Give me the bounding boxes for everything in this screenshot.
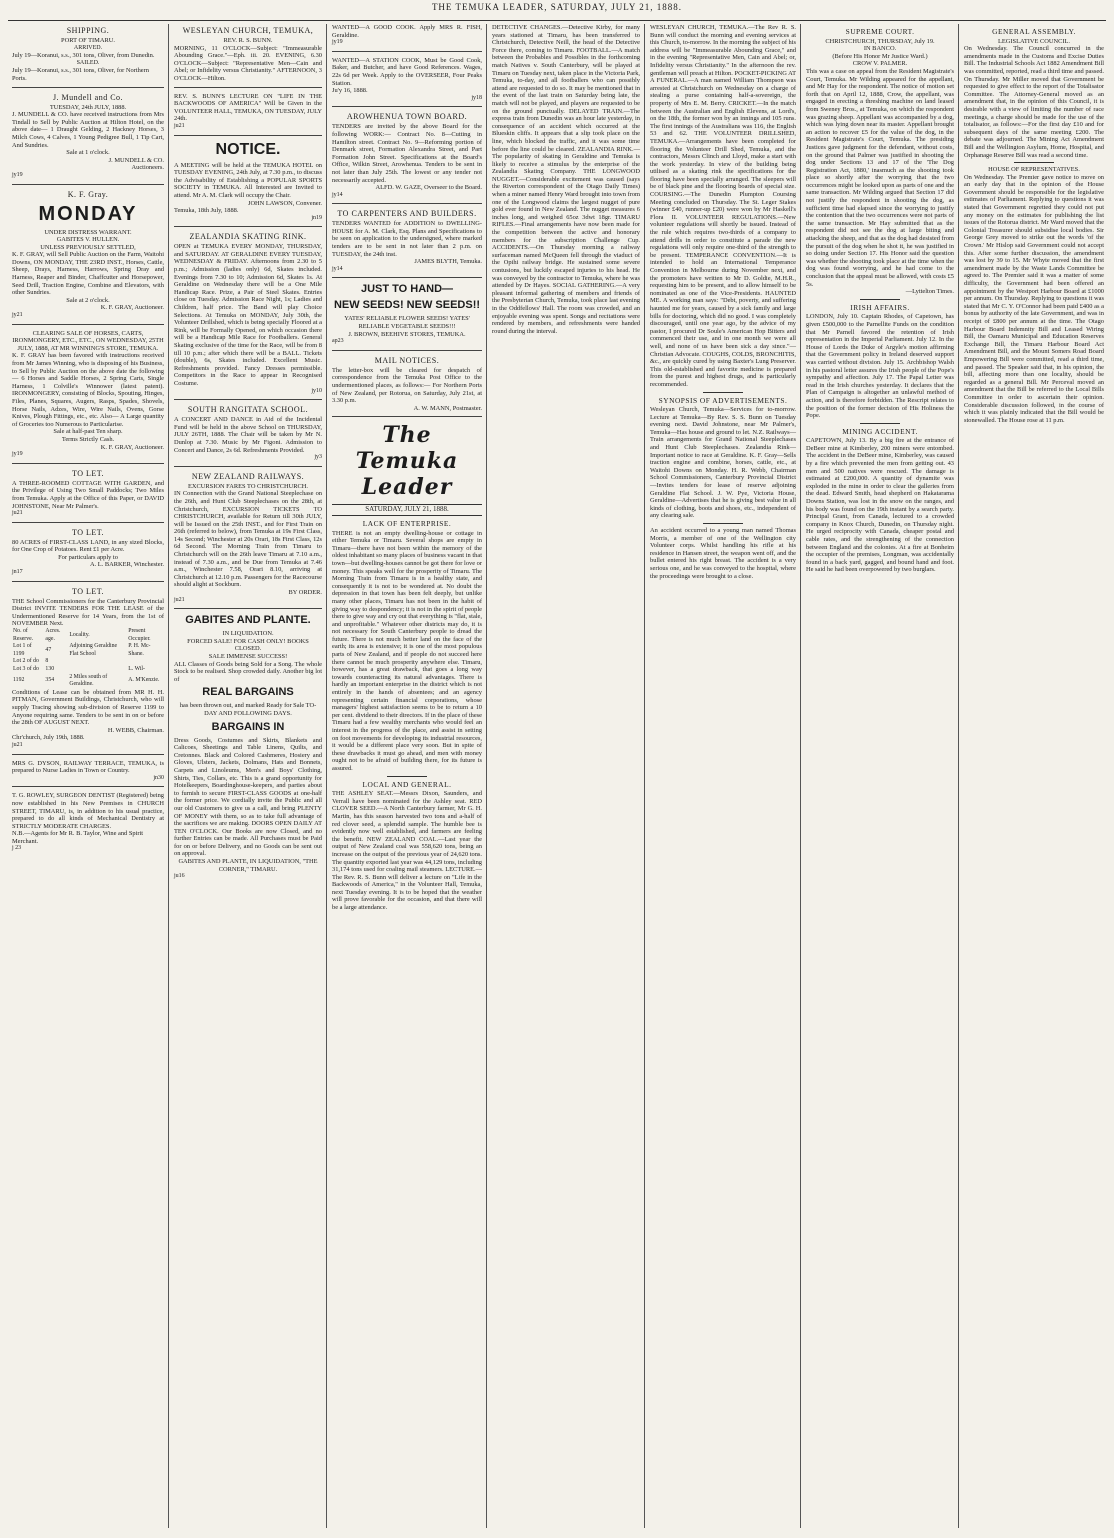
gray-monday-heading: MONDAY bbox=[38, 202, 138, 225]
table-cell: A. M'Kenzie. bbox=[128, 677, 160, 684]
shipping-title: SHIPPING. bbox=[66, 26, 110, 35]
table-header-cell: No. of Reserve. bbox=[13, 628, 34, 642]
house-title: HOUSE OF REPRESENTATIVES. bbox=[988, 166, 1080, 174]
arrived-entry: July 19—Koranui, s.s., 301 tons, Oliver, from Dunedin. bbox=[12, 52, 155, 60]
to-let-signature: A. L. BARKER, Winchester. bbox=[90, 561, 164, 569]
column-2 bbox=[170, 24, 326, 1528]
table-cell: 354 bbox=[45, 677, 55, 684]
to-let-body-2: Conditions of Lease can be obtained from MR H. H. PITMAN, Government Buildings, Christchurch, who will supply Tracing showing sub-division of Reserve 1199 to Anyone requiring same. Tenders to be sent in on or before the 28th OF AUGUST NEXT. bbox=[12, 688, 164, 727]
railways-sub: EXCURSION FARES TO CHRISTCHURCH. bbox=[187, 482, 309, 490]
column-divider bbox=[326, 24, 327, 1528]
seeds-signature: J. BROWN, BEEHIVE STORES, TEMUKA. bbox=[348, 330, 466, 338]
mundell-body: J. MUNDELL & CO. have received instructions from Mrs Tindall to Sell by Public Auction at Hilton Hotel, on the above date— 1 Draught Gelding, 2 Hackney Horses, 3 Milch Cows, 4 Calves, 1 Young Pedigree Bull, 1 Tip Cart, And Sundries. bbox=[12, 111, 164, 149]
synopsis-title: SYNOPSIS OF ADVERTISEMENTS. bbox=[658, 395, 788, 405]
ad-code: jy19 bbox=[12, 451, 23, 458]
irish-body: LONDON, July 10. Captain Rhodes, of Capetown, has given £500,000 to the Parnellite Funds on the condition that Mr Parnell favored the retention of Irish representation in the Imperial Parliament. July 12. In the House of Lords the Duke of Argyle's motion affirming that the Government policy in Ireland deserved support was carried without division. July 15. Archbishop Walsh in his pastoral letter assures the Irish people of the Pope's sympathy and affection. July 17. The Papal Letter was read in the Irish churches yesterday. It declares that the Plan of Campaign is altogether an unlawful method of action, and is therefore forbidden. The Rescript relates to the position of the former decision of His Holiness the Pope. bbox=[806, 313, 954, 420]
ad-code: j 23 bbox=[12, 845, 22, 852]
news-paragraphs: WESLEYAN CHURCH, TEMUKA.—The Rev R. S. Bunn will conduct the morning and evening services at this Church, to-morrow. In the morning the subject of his address will be "Immeasurable Abounding Grace," and in the evening "Representative Men, Cain and Abel; or, Infidelity versus Christianity." In the afternoon the rev. gentleman will preach at Hilton. POCKET-PICKING AT A FUNERAL.—A man named William Thompson was arrested at Christchurch on Wednesday on a charge of stealing a purse containing half-a-sovereign, the property of Mrs E. M. Berry. CRICKET.—In the match between the Australian and English Elevens, at Lord's, on the 18th, the former won by an innings and 105 runs. The first innings of the Australians was 116, the English 53 and 62. THE VOLUNTEER DRILLSHED, TEMUKA.—Arrangements have been completed for flooring the Volunteer Drill Shed, Temuka, and the contractors, Messrs Clinch and Lloyd, make a start with the work yesterday. In view of the building being utilised as a skating rink the specifications for the flooring have been specially arranged. The sleepers will be of black pine and the flooring boards of special size. COURSING.—The Dunedin Plumpton Coursing Meeting concluded on Thursday. The St. Leger Stakes (winner £40, runner-up £20) were won by Mr Haskell's Flora II. VOLUNTEER REGULATIONS.—New volunteer regulations will shortly be issued. Instead of the rule which requires two-thirds of a company to attend drills in order to constitute a parade the new regulations will only require one-third of the strength to be present. TEMPERANCE CONVENTION.—It is intended to hold an International Temperance Convention in Melbourne during November next, and the promoters have written to Mr D. Goldie, M.H.R., requesting him to be present, and to allow himself to be nominated as one of the Vice-Presidents. HAUNTED ME. A working man says: "Debt, poverty, and suffering haunted me for years, caused by a sick family and large bills for doctoring, which did no good. I was completely discouraged, until one year ago, by the advice of my pastor, I procured Dr Soule's American Hop Bitters and commenced their use, and in one month we were all well, and none of us have been sick a day since."—Christian Advocate. COUGHS, COLDS, BRONCHITIS, &c., are quickly cured by using Baxter's Lung Preserver. This old-established and favorite medicine is prepared from the purest and highest drugs, and is particularly recommended. bbox=[650, 24, 797, 388]
clearing-terms: Terms Strictly Cash. bbox=[61, 435, 115, 443]
to-let-title: TO LET. bbox=[71, 527, 105, 537]
clearing-signature: K. F. GRAY, Auctioneer. bbox=[100, 443, 164, 451]
railways-by-order: BY ORDER. bbox=[288, 589, 322, 597]
gray-unless: UNLESS PREVIOUSLY SETTLED, bbox=[40, 243, 136, 251]
ad-code: jn19 bbox=[311, 214, 322, 221]
column-5 bbox=[646, 24, 800, 1528]
rowley-ad bbox=[12, 792, 164, 857]
table-cell: P. H. Mc-Shane. bbox=[128, 643, 151, 657]
lecture-body: REV. S. BUNN'S LECTURE ON "LIFE IN THE BACKWOODS OF AMERICA" Will be Given in the VOLUNTEER HALL, TEMUKA, ON TUESDAY, JULY 24th. bbox=[174, 92, 322, 123]
gabites-body: ALL Classes of Goods being Sold for a Song. The whole Stock to be realised. Shop crowded daily. Another big lot of bbox=[174, 660, 322, 683]
gray-body: K. F. GRAY, will Sell Public Auction on the Farm, Waitohi Downs, ON MONDAY, THE 23RD INST., Horses, Cattle, Sheep, Drays, Harness, Harrows, Spring Dray and Harness, Reaper and Binder, Chaffcutter and Horsepower, Seed Drill, Traction Engine, Combine and Elevators, with other Sundries. bbox=[12, 251, 164, 297]
ad-code: jy3 bbox=[314, 454, 322, 461]
table-header-cell: Locality. bbox=[69, 631, 90, 638]
column-divider bbox=[168, 24, 169, 1528]
dyson-ad bbox=[12, 760, 164, 788]
wesleyan-title: WESLEYAN CHURCH, TEMUKA, bbox=[182, 26, 314, 35]
table-header-cell: Acres. age. bbox=[45, 628, 61, 642]
column-3 bbox=[328, 24, 486, 1528]
gabites-sub: IN LIQUIDATION. bbox=[222, 630, 274, 638]
divider bbox=[860, 423, 900, 424]
gray-subheading: UNDER DISTRESS WARRANT. bbox=[44, 228, 132, 236]
arowhenua-body: TENDERS are invited by the above Board for the following WORK:— Contract No. 8—Cutting in Hamilton street. Contract No. 9—Reforming portion of Denmark street, Formation Alexandra Street, and Part Formation John Street. Specifications at the Board's Office, Wilkin Street, Arowhenua. Tenders to be sent in not later than July 25th. The lowest or any tender not necessarily accepted. bbox=[332, 123, 482, 184]
gabites-signature: GABITES AND PLANTE, IN LIQUIDATION, "THE CORNER," TIMARU. bbox=[178, 858, 318, 873]
table-row bbox=[12, 658, 164, 666]
clearing-body: K. F. GRAY has been favored with instructions received from Mr James Winning, who is disposing of his Business, to Sell by Public Auction on the above date the following— 6 Horses and Saddle Horses, 2 Spring Carts, Single Harness, 1 Colville's Winnower (latest patent). IRONMONGERY, consisting of Blocks, Spouting, Hinges, Files, Planes, Squares, Augers, Rasps, Spades, Shovels, Horse Nails, Adzes, Wire, Wire Nails, Ovens, Gorse Knives, Plough Fittings, etc., etc. Also— A Large quantity of Groceries too Numerous to Particularise. bbox=[12, 352, 164, 428]
court-body: This was a case on appeal from the Resident Magistrate's Court, Temuka. Mr Wilding appeared for the appellant, and Mr Hay for the respondent. The notice of motion set forth that on April 12, 1888, Crow, the appellant, was engaged in erecting a threshing machine on land leased from Sweney Bros., at Temuka, on which the respondent was grazing sheep. Appellant was accompanied by a dog, which was lying down near its master. Appellant brought an action to recover £5 for the value of the dog, in the Resident Magistrate's Court, Temuka. The presiding Justices gave judgment for the defendant, without costs, on the ground that Palmer was justified in shooting the dog under Sections 13 and 17 of the 'The Dog Registration Act, 1880,' inasmuch as the shooting took place so shortly after the worrying that the two occurrences might be looked upon as parts of one and the same transaction. Mr Wilding argued that Section 17 did not justify the respondent in shooting the dog, as sufficient time had elapsed since the worrying to justify the contention that the two occurrences were not parts of the same transaction. Mr Hay submitted that as the respondent did not see the dog at large biting and attacking the sheep, and that as the dog had desisted from the pursuit of the dog when he shot it, he was justified in so doing under Section 17. His Honor said the question was whether the shooting took place at the time when the dog was found worrying, and he had come to the conclusion that the appeal must be allowed, with costs £5 5s. bbox=[806, 67, 954, 288]
seeds-body: YATES' RELIABLE FLOWER SEEDS! YATES' RELIABLE VEGETABLE SEEDS!!! bbox=[344, 315, 470, 331]
local-general-body: THE ASHLEY SEAT.—Messrs Dixon, Saunders, and Verrall have been nominated for the Ashley seat. RED CLOVER SEED.—A North Canterbury farmer, Mr G. H. Martin, has this season harvested two tons and a-half of red clover seed, a splendid sample. The humble bee is evidently now well established, and farmers are feeling the benefit. NEW ZEALAND COAL.—Last year the output of New Zealand coal was 558,620 tons, being an increase on the output of the previous year of 24,620 tons. The quantity exported last year was 44,129 tons, including 31,174 tons used for coaling mail steamers. LECTURE.—The Rev. R. S. Bunn will deliver a lecture on "Life in the Backwoods of America," in the Volunteer Hall, Temuka, next Tuesday evening. It is to be hoped that the weather will prove favorable for the occasion, and that there will be a large attendance. bbox=[332, 790, 482, 912]
notice-body: A MEETING will be held at the TEMUKA HOTEL on TUESDAY EVENING, 24th July, at 7.30 p.m., to discuss the Advisability of Establishing a POPULAR SPORTS SOCIETY in TEMUKA. All Interested are Invited to attend. Mr A. M. Clark will occupy the Chair. bbox=[174, 161, 322, 199]
to-let-signature: H. WEBB, Chairman. bbox=[107, 726, 164, 734]
rowley-body: T. G. ROWLEY, SURGEON DENTIST (Registered) being now established in his New Premises in CHURCH STREET, TIMARU, is, in addition to his usual practice, prepared to do all kinds of Mechanical Dentistry at STRICTLY MODERATE CHARGES. bbox=[12, 792, 164, 830]
ad-code: jy14 bbox=[332, 265, 343, 272]
table-row bbox=[12, 666, 164, 674]
table-cell: 130 bbox=[45, 666, 55, 672]
ad-code: ju16 bbox=[174, 873, 185, 880]
rangitata-body: A CONCERT AND DANCE in Aid of the Incidental Fund will be held in the above School on THURSDAY, JULY 26TH, 1888. The Chair will be taken by Mr N. Dunlop at 7.30. Music by Mr Figoni. Admission to Concert and Dance, 2s 6d. Refreshments Provided. bbox=[174, 416, 322, 454]
assembly-title: GENERAL ASSEMBLY. bbox=[992, 27, 1076, 36]
wesleyan-sub: REV. R. S. BUNN. bbox=[223, 37, 273, 44]
table-header-cell: Present Occupier. bbox=[128, 628, 151, 642]
column-divider bbox=[958, 24, 959, 1528]
house-body: On Wednesday. The Premier gave notice to move on an early day that in the opinion of the House Government should be responsible for the legislative estimates of Parliament. Replying to questions it was stated that Government regretted they could not put any money on the estimates for publishing the list issues of the Rotorua district. Mr Ward moved that the Colonial Treasurer should subsidise local bodies. Sir George Grey moved to strike out the words 'of the Crown.' Mr Hislop said Government could not accept this. After some further discussion, the amendment was lost by 39 to 15. Mr Whyte moved that the first amendment made by the Waste Lands Committee be agreed to. The Premier said it was a matter of some difficulty, the Government had been offered an appointment by the Westport Harbour Board at £1000 per annum. On Thursday. Replying to questions it was stated that Mr C. Y. O'Connor had been paid £400 as a bonus by authority of the late Government, and was in receipt of £800 per annum at the time. The Otago Harbour Board Indemnity Bill and Leased Wiring Bill, the Oamaru Municipal and Education Reserves Exchange Bill, the Timaru Harbour Board Act Amendment Bill, and the Mount Somers Road Board Empowering Bill were committed, read a third time, and passed. The Speaker said that, in his opinion, the bill, affecting more than one locality, should be regarded as a general Bill. Mr Perceval moved an amendment that the Bill be referred to the Local Bills Committee in order to ascertain their opinion. Considerable discussion followed, in the course of which it was plainly indicated that the Bill would be stonewalled. The House rose at 11 p.m. bbox=[964, 173, 1104, 424]
ad-code: ju21 bbox=[174, 596, 185, 603]
mail-notices bbox=[332, 356, 482, 418]
gabites-title: GABITES AND PLANTE. bbox=[185, 614, 311, 627]
sailed-label: SAILED. bbox=[76, 59, 100, 66]
table-cell bbox=[68, 658, 127, 666]
table-row bbox=[12, 643, 164, 658]
wesleyan-ad bbox=[174, 26, 322, 88]
ad-code: jy19 bbox=[332, 39, 343, 46]
gabites-body-3: Dress Goods, Costumes and Skirts, Blankets and Calicoes, Sheetings and Table Linens, Quilts, and Cretonnes. Black and Colored Cashmeres, Hosiery and Gloves, Ulsters, Jackets, Dolmans, Hats and Bonnets, Carpets and Linoleums, Men's and Boys' Clothing, Shirts, Ties, Collars, etc. This is a grand opportunity for Hotelkeepers, Boardinghouse-keepers, and parties about to furnish to secure FIRST-CLASS GOODS at one-half the former price. We cordially invite the Public and all our old Customers to give us a call, and bring PLENTY OF MONEY with them, so as to take full advantage of the sacrifices we are making. DOORS OPEN DAILY AT TEN O'CLOCK. Our Books are now Closed, and no further Entries can be made. All Purchases must be Paid for on or before Delivery, and no Goods can be sent out on approval. bbox=[174, 736, 322, 858]
railways-body: IN Connection with the Grand National Steeplechase on the 26th, and Hunt Club Steeplechases on the 28th, at Christchurch, EXCURSION TICKETS TO CHRISTCHURCH, available for Return till 30th JULY, will be Issued on the 25th INST., and for First Train on 26th (referred to below), from Temuka at 19s First Class, 14s Second; Winchester at 20s Orari, 18s First Class, 12s 6d Second. The Morning Train from Timaru to Christchurch will on the 26th leave Timaru at 7.10 a.m., instead of 7.30 a.m., and be Due from Temuka at 7.46 a.m., Winchester 7.58, Orari 8.10, arriving at Christchurch at 12.10 p.m. Passengers for the Racecourse should alight at Sockburn. bbox=[174, 490, 322, 589]
table-cell: Lot 1 of 1199 bbox=[13, 643, 32, 657]
council-title: LEGISLATIVE COUNCIL. bbox=[997, 37, 1071, 45]
column-divider bbox=[644, 24, 645, 1528]
notice-date: Temuka, 18th July, 1888. bbox=[174, 207, 239, 215]
ad-code: ju21 bbox=[12, 510, 23, 517]
shipping-block bbox=[12, 26, 164, 88]
column-6 bbox=[802, 24, 958, 1528]
divider bbox=[387, 776, 427, 777]
table-cell: 2 Miles south of Geraldine. bbox=[69, 673, 108, 688]
column-divider bbox=[486, 24, 487, 1528]
arowhenua-signature: ALFD. W. GAZE, Overseer to the Board. bbox=[375, 184, 482, 192]
station-body: WANTED—A STATION COOK, Must be Good Cook, Baker, and Butcher, and have Good References. Wages, 22s 6d per Week. Apply to the OVERSEER, Four Peaks Station. bbox=[332, 56, 482, 87]
mundell-date: TUESDAY, 24th JULY, 1888. bbox=[49, 103, 127, 111]
rangitata-ad bbox=[174, 405, 322, 467]
ad-code: ju21 bbox=[174, 122, 185, 129]
ad-code: ap23 bbox=[332, 338, 344, 345]
arowhenua-ad bbox=[332, 112, 482, 204]
table-cell: 47 bbox=[45, 647, 52, 654]
mundell-title: J. Mundell and Co. bbox=[52, 92, 124, 102]
notice-ad bbox=[174, 141, 322, 228]
court-before: (Before His Honor Mr Justice Ward.) bbox=[832, 52, 928, 60]
railways-title: NEW ZEALAND RAILWAYS. bbox=[191, 471, 305, 481]
local-general-title: LOCAL AND GENERAL. bbox=[362, 779, 452, 789]
builders-signature: JAMES BLYTH, Temuka. bbox=[414, 258, 482, 266]
to-let-apply: For particulars apply to bbox=[58, 553, 118, 561]
mail-body: The letter-box will be cleared for despatch of correspondence from the Temuka Post Office to the undermentioned places, as follows:— For Northern Ports of New Zealand, per Rotorua, on Saturday, July 21st, at 3.30 p.m. bbox=[332, 366, 482, 405]
ad-code: jn17 bbox=[12, 569, 23, 576]
gabites-body-2: has been thrown out, and marked Ready for Sale TO-DAY AND FOLLOWING DAYS. bbox=[179, 702, 317, 717]
divider bbox=[1014, 162, 1054, 163]
gabites-ad bbox=[174, 614, 322, 885]
notice-signature: JOHN LAWSON, Convener. bbox=[247, 199, 322, 207]
port-name: PORT OF TIMARU. bbox=[61, 37, 115, 44]
accident-paragraph: An accident occurred to a young man named Thomas Morris, a member of one of the Wellington city Volunteer corps. Whilst handling his rifle at his residence in Hansen street, the weapon went off, and the bullet entered his right breast. The accident is a very serious one, and he was conveyed to the hospital, where the proceedings were brought to a close. bbox=[650, 527, 796, 580]
to-let-body: A THREE-ROOMED COTTAGE WITH GARDEN, and the Privilege of Using Two Small Paddocks; Two Miles from Temuka. Apply at the Office of this Paper, or DAVID JOHNSTONE, Near Mr Palmer's. bbox=[12, 479, 164, 510]
clearing-sale-ad bbox=[12, 330, 164, 464]
to-let-reserve-ad bbox=[12, 587, 164, 755]
skating-title: ZEALANDIA SKATING RINK. bbox=[189, 232, 307, 242]
column-7 bbox=[960, 24, 1108, 1528]
leader-dateline: SATURDAY, JULY 21, 1888. bbox=[332, 504, 482, 516]
to-let-land-ad bbox=[12, 528, 164, 582]
divider bbox=[703, 392, 743, 393]
railways-ad bbox=[174, 472, 322, 610]
table-cell: L. Wil- bbox=[128, 666, 145, 672]
leader-article-title: LACK OF ENTERPRISE. bbox=[362, 518, 452, 528]
to-let-body: 80 ACRES of FIRST-CLASS LAND, in any sized Blocks, for One Crop of Potatoes. Rent £1 per Acre. bbox=[12, 538, 164, 554]
ad-code: ju21 bbox=[12, 741, 23, 748]
column-1 bbox=[8, 24, 168, 1528]
divider bbox=[703, 523, 743, 524]
table-cell bbox=[68, 666, 127, 674]
skating-body: OPEN at TEMUKA EVERY MONDAY, THURSDAY, and SATURDAY. AT GERALDINE EVERY TUESDAY, WEDNESDAY & FRIDAY. Afternoons from 2.30 to 5 p.m.; Admission (ladies only) 6d, Skates included. Evenings from 7.30 to 10; Admission 6d, Skates 1s. At Geraldine on Wednesday there will be a One Mile Handicap Race. Prize, a Pair of Steel Skates. Entries close on Tuesday. Admission Race Night, 1s; Ladies and Children, half price. The Band will play Choice Selections. At Temuka on MONDAY, July 30th, the Volunteer Drillshed, which is being specially Floored at a Rink, will be Formally Opened, on which occasion there will be a Handicap Mile Race for Footballers. General Skating exclusive of the time for the Race, will be from 8 till 10 p.m.; after which there will be a BALL. Tickets (double), 6s, Skates included. Excellent Music. Refreshments provided. Fancy Dresses permissible. Competitors in the Race to appear in Recognised Costume. bbox=[174, 243, 322, 387]
ad-code: jy14 bbox=[332, 191, 343, 198]
builders-body: TENDERS WANTED for ADDITION to DWELLING-HOUSE for A. M. Clark, Esq. Plans and Specifications to be seen on application to the undersigned, where marked tenders are to be sent in not later than 2 p.m. on TUESDAY, the 24th inst. bbox=[332, 220, 482, 258]
column-divider bbox=[800, 24, 801, 1528]
gabites-forced: FORCED SALE! FOR CASH ONLY! BOOKS CLOSED. bbox=[187, 637, 309, 653]
notice-title: NOTICE. bbox=[215, 140, 281, 158]
gabites-bargains: REAL BARGAINS bbox=[202, 686, 294, 699]
gray-monday-ad bbox=[12, 190, 164, 325]
table-cell: Lot 2 of do bbox=[13, 658, 39, 665]
mundell-signature-role: Auctioneers. bbox=[131, 164, 164, 172]
seeds-ad bbox=[332, 283, 482, 350]
ad-code: jy19 bbox=[12, 171, 23, 178]
ad-code: jn30 bbox=[153, 774, 164, 781]
divider bbox=[860, 299, 900, 300]
sailed-entry: July 19—Koranui, s.s., 301 tons, Oliver, for Northern Ports. bbox=[12, 67, 149, 82]
leader-section bbox=[332, 422, 482, 911]
court-title: SUPREME COURT. bbox=[845, 27, 915, 36]
clearing-tea: Sale at half-past Ten sharp. bbox=[53, 428, 123, 436]
gray-signature: K. F. GRAY, Auctioneer. bbox=[100, 304, 164, 312]
to-let-cottage-ad bbox=[12, 469, 164, 523]
ad-code: jy21 bbox=[12, 312, 23, 319]
to-let-date: Chr'church, July 19th, 1888. bbox=[12, 734, 85, 742]
top-rule bbox=[8, 20, 1106, 21]
builders-ad bbox=[332, 209, 482, 278]
lecture-ad bbox=[174, 93, 322, 136]
cook-body: WANTED—A GOOD COOK. Apply MRS R. FISH, Geraldine. bbox=[332, 24, 482, 39]
table-cell: 1192 bbox=[13, 677, 25, 684]
court-banco: IN BANCO. bbox=[863, 45, 897, 53]
clearing-title: CLEARING SALE OF HORSES, CARTS, IRONMONGERY, ETC., ETC., ON WEDNESDAY, 25TH JULY, 1888, AT MR WINNING'S STORE, TEMUKA. bbox=[12, 329, 164, 352]
table-row bbox=[12, 674, 164, 689]
seeds-headline: NEW SEEDS! NEW SEEDS!! bbox=[333, 299, 481, 312]
wesleyan-body: MORNING, 11 O'CLOCK—Subject: "Immeasurable Abounding Grace."—Eph. iii. 20. EVENING, 6.30 O'CLOCK—Subject: "Representative Men—Cain and Abel; or Infidelity versus Christianity." AFTERNOON, 3 O'CLOCK—Hilton. bbox=[174, 44, 322, 82]
table-header-row bbox=[12, 628, 164, 643]
table-cell bbox=[127, 658, 164, 666]
gray-sale: Sale at 2 o'clock. bbox=[66, 296, 110, 304]
irish-title: IRISH AFFAIRS. bbox=[850, 302, 910, 312]
leader-article-body: THERE is not an empty dwelling-house or cottage in either Temuka or Timaru. Several shops are empty in Timaru—there have not been within the memory of the oldest inhabitant so many places of business vacant in that town—but dwelling-houses cannot be got there for love or money. This speaks well for the prosperity of Timaru. The Morning Train from Timaru is in a healthy state, and consequently it is not to be wondered at. No doubt the depression in that town has been felt deeply, but unlike many other places, Timaru has not been in the habit of giving way to despondency; it is not in the spirit of people there to give way and cry out that everything is "flat, stale, and unprofitable." Whatever other districts may do, it is not necessary for South Canterbury people to dread the future. There is not much better land on the face of the earth; its area is extensive; it is one of the most populous parts of New Zealand, and if people do not succeed here there cannot be much prosperity anywhere else. Timaru, however, has a great drawback, that goes a long way towards counteracting its natural advantages. There is hardly an important enterprise in the district which is not entirely in the hands of absentees; and an agency representing certain financial corporations, whose managers' highest satisfaction seems to be to return a 10 per cent. dividend to their directors. If in the place of these Timaru had a few wealthy merchants who would feel an interest in the progress of the place, and assist in setting on foot movements for developing its industrial resources, it would be a different place very soon. But in spite of these drawbacks it must go ahead, and men with money ought not to be afraid of building there, for its future is assured. bbox=[332, 529, 482, 772]
to-let-title: TO LET. bbox=[71, 586, 105, 596]
masthead: THE TEMUKA LEADER, SATURDAY, JULY 21, 1888. bbox=[431, 2, 683, 12]
court-sub: CHRISTCHURCH, THURSDAY, July 19. bbox=[825, 37, 935, 45]
skating-ad bbox=[174, 232, 322, 400]
mail-title: MAIL NOTICES. bbox=[374, 355, 440, 365]
table-cell: 8 bbox=[45, 658, 49, 665]
ad-code: jy18 bbox=[471, 94, 482, 101]
gray-name: K. F. Gray. bbox=[67, 189, 109, 199]
table-cell: Adjoining Geraldine Flat School bbox=[69, 643, 118, 657]
builders-title: TO CARPENTERS AND BUILDERS. bbox=[337, 209, 477, 219]
ad-code: jy10 bbox=[311, 387, 322, 394]
council-body: On Wednesday. The Council concurred in the amendments made in the Customs and Excise Duties Bill. The Industrial Schools Act 1882 Amendment Bill was committed, reported, read a third time and passed. On Thursday. Mr Miller moved that Government be requested to give effect to the report of the Totalisator Committee. The Attorney-General moved as an amendment that, in the opinion of this Council, it is desirable with a view of limiting the number of race meetings, a charge should be made for the use of the totalisator, as follows:—For the first day £10 and for subsequent days of the same meeting £200. The debate was adjourned. The Mining Act Amendment Bill and the Wellington Asylum, Home, Hospital, and Orphanage Reserve Bill was read a second time. bbox=[964, 45, 1104, 159]
to-let-body: THE School Commissioners for the Canterbury Provincial District INVITE TENDERS FOR THE LEASE of the Undermentioned Reserve for 14 Years, from the 1st of NOVEMBER Next. bbox=[12, 597, 164, 628]
gray-case: GABITES V. HULLEN. bbox=[56, 236, 120, 244]
news-paragraphs: DETECTIVE CHANGES.—Detective Kirby, for many years stationed at Timaru, has been transferred to Christchurch, Detective Neill, the head of the Detective Force there, coming to Timaru. FOOTBALL.—A match between the Probables and Possibles in the forthcoming match Natives v. South Canterbury, will be played at Timaru on Tuesday next, taken place in the Victoria Park, Temuka, to-day, and all footballers who can possibly attend are requested to do so. It may be mentioned that in the event of the last train on Saturday being late, the match will not be played, and players are requested to be on the ground punctually. DELAYED TRAIN.—The express train from Dunedin was an hour late yesterday, in consequence of an accident which occurred at the Blueskin cliffs. It appears that a slip took place on the line, which blocked the traffic, and it was some time before the line could be cleared. ZEALANDIA RINK.—The popularity of skating in Geraldine and Temuka is likely to receive a stimulus by the enterprise of the Zealandia Skating Company. THE LONGWOOD NUGGET.—Considerable excitement was caused (says the Riverton correspondent of the Otago Daily Times) when a miner named Henry Ward brought into town from one of the Longwood claims the largest nugget of pure gold ever found in New Zealand. The nugget measures 6 inches long, and weighed 65oz 3dwt 18gr. TIMARU RIFLES.—Final arrangements have now been made for the competition between the active and honorary members for the subscription Challenge Cup. ACCIDENTS.—On Thursday morning a railway surfaceman named McQueen fell through the viaduct of the Opihi railway bridge. He sustained some severe contusions, but luckily escaped injuries to his head. He was conveyed by the contractor to Temuka, where he was attended by Dr Hayes. SOCIAL GATHERING.—A very pleasant informal gathering of members and friends of the Presbyterian Church, Temuka, took place last evening in the Oddfellows' Hall. The room was crowded, and an enjoyable evening was spent. Songs and recitations were rendered by members, and refreshments were handed round during the interval. bbox=[492, 24, 640, 335]
mundell-sale: Sale at 1 o'clock. bbox=[66, 149, 110, 157]
mundell-ad bbox=[12, 93, 164, 185]
reserve-table bbox=[12, 628, 164, 689]
court-case: CROW V. PALMER. bbox=[852, 60, 908, 68]
rangitata-title: SOUTH RANGITATA SCHOOL. bbox=[187, 405, 309, 415]
column-4 bbox=[488, 24, 644, 1528]
court-source: —Lyttelton Times. bbox=[905, 288, 954, 296]
cook-ad bbox=[332, 24, 482, 52]
station-cook-ad bbox=[332, 57, 482, 108]
rowley-note: N.B.—Agents for Mr R. B. Taylor, Wine and Spirit Merchant. bbox=[12, 830, 144, 845]
mining-title: MINING ACCIDENT. bbox=[842, 426, 918, 436]
newspaper-logo: The Temuka Leader bbox=[355, 422, 459, 501]
seeds-to-hand: JUST TO HAND— bbox=[360, 283, 454, 296]
dyson-body: MRS G. DYSON, RAILWAY TERRACE, TEMUKA, is prepared to Nurse Ladies in Town or Country. bbox=[12, 759, 164, 775]
mining-body: CAPETOWN, July 13. By a big fire at the entrance of DeBeer mine at Kimberley, 200 miners were entombed. The accident in the DeBeer mine, Kimberley, was caused by a fire which prevented the men from getting out. 43 men and 500 natives were rescued. The damage is estimated at £200,000. A quantity of dynamite was exploded in the mine in order to clear the galleries from the dead. Edward Smith, head shepherd on Hakatarama Downs Station, was lost in the snow on the ranges, and his body was found on the 19th instant by a search party. Principal Grant, from Canada, lectured to a crowded company in Knox Church, Dunedin, on Thursday night. He urged reciprocity with Canada, cheaper postal and cable rates, and the strengthening of the connection between England and the colonies. At a fire at Bonheim the occupier of the premises, Longman, was accidentally found in a back yard, gagged, and bound hand and foot. He said he had been overpowered by two burglars. bbox=[806, 437, 954, 574]
table-cell: Lot 3 of do bbox=[13, 666, 39, 672]
gabites-immense: SALE IMMENSE SUCCESS! bbox=[208, 653, 288, 660]
mail-signature: A. W. MANN, Postmaster. bbox=[413, 404, 482, 412]
arowhenua-title: AROWHENUA TOWN BOARD. bbox=[346, 112, 468, 122]
arrived-label: ARRIVED. bbox=[73, 44, 103, 51]
gabites-bargains-2: BARGAINS IN bbox=[211, 720, 285, 733]
to-let-title: TO LET. bbox=[71, 468, 105, 478]
synopsis-body: Wesleyan Church, Temuka—Services for to-morrow. Lecture at Temuka—By Rev. S. S. Bunn on Tuesday evening next. David Johnstone, near Mr Palmer's, Temuka—Has house and ground to let. N.Z. Railways—Train arrangements for Grand National Steeplechases and Hunt Club Steeplechases. Zealandia Rink—Important notice to race at Geraldine. K. F. Gray—Sells traction engine and combine, horses, cattle, etc., at Waitohi Downs on Monday. H. R. Webb, Chairman School Commissioners, Canterbury Provincial District—Invites tenders for lease of reserve adjoining Geraldine Flat School. J. W. Pye, Victoria House, Geraldine—Advertises that he is giving best value in all kinds of clothing, boots and shoes, etc., independent of any clearing sale. bbox=[650, 406, 796, 520]
mundell-signature: J. MUNDELL & CO. bbox=[108, 156, 164, 164]
station-date: Ju'y 16, 1888. bbox=[332, 87, 368, 95]
